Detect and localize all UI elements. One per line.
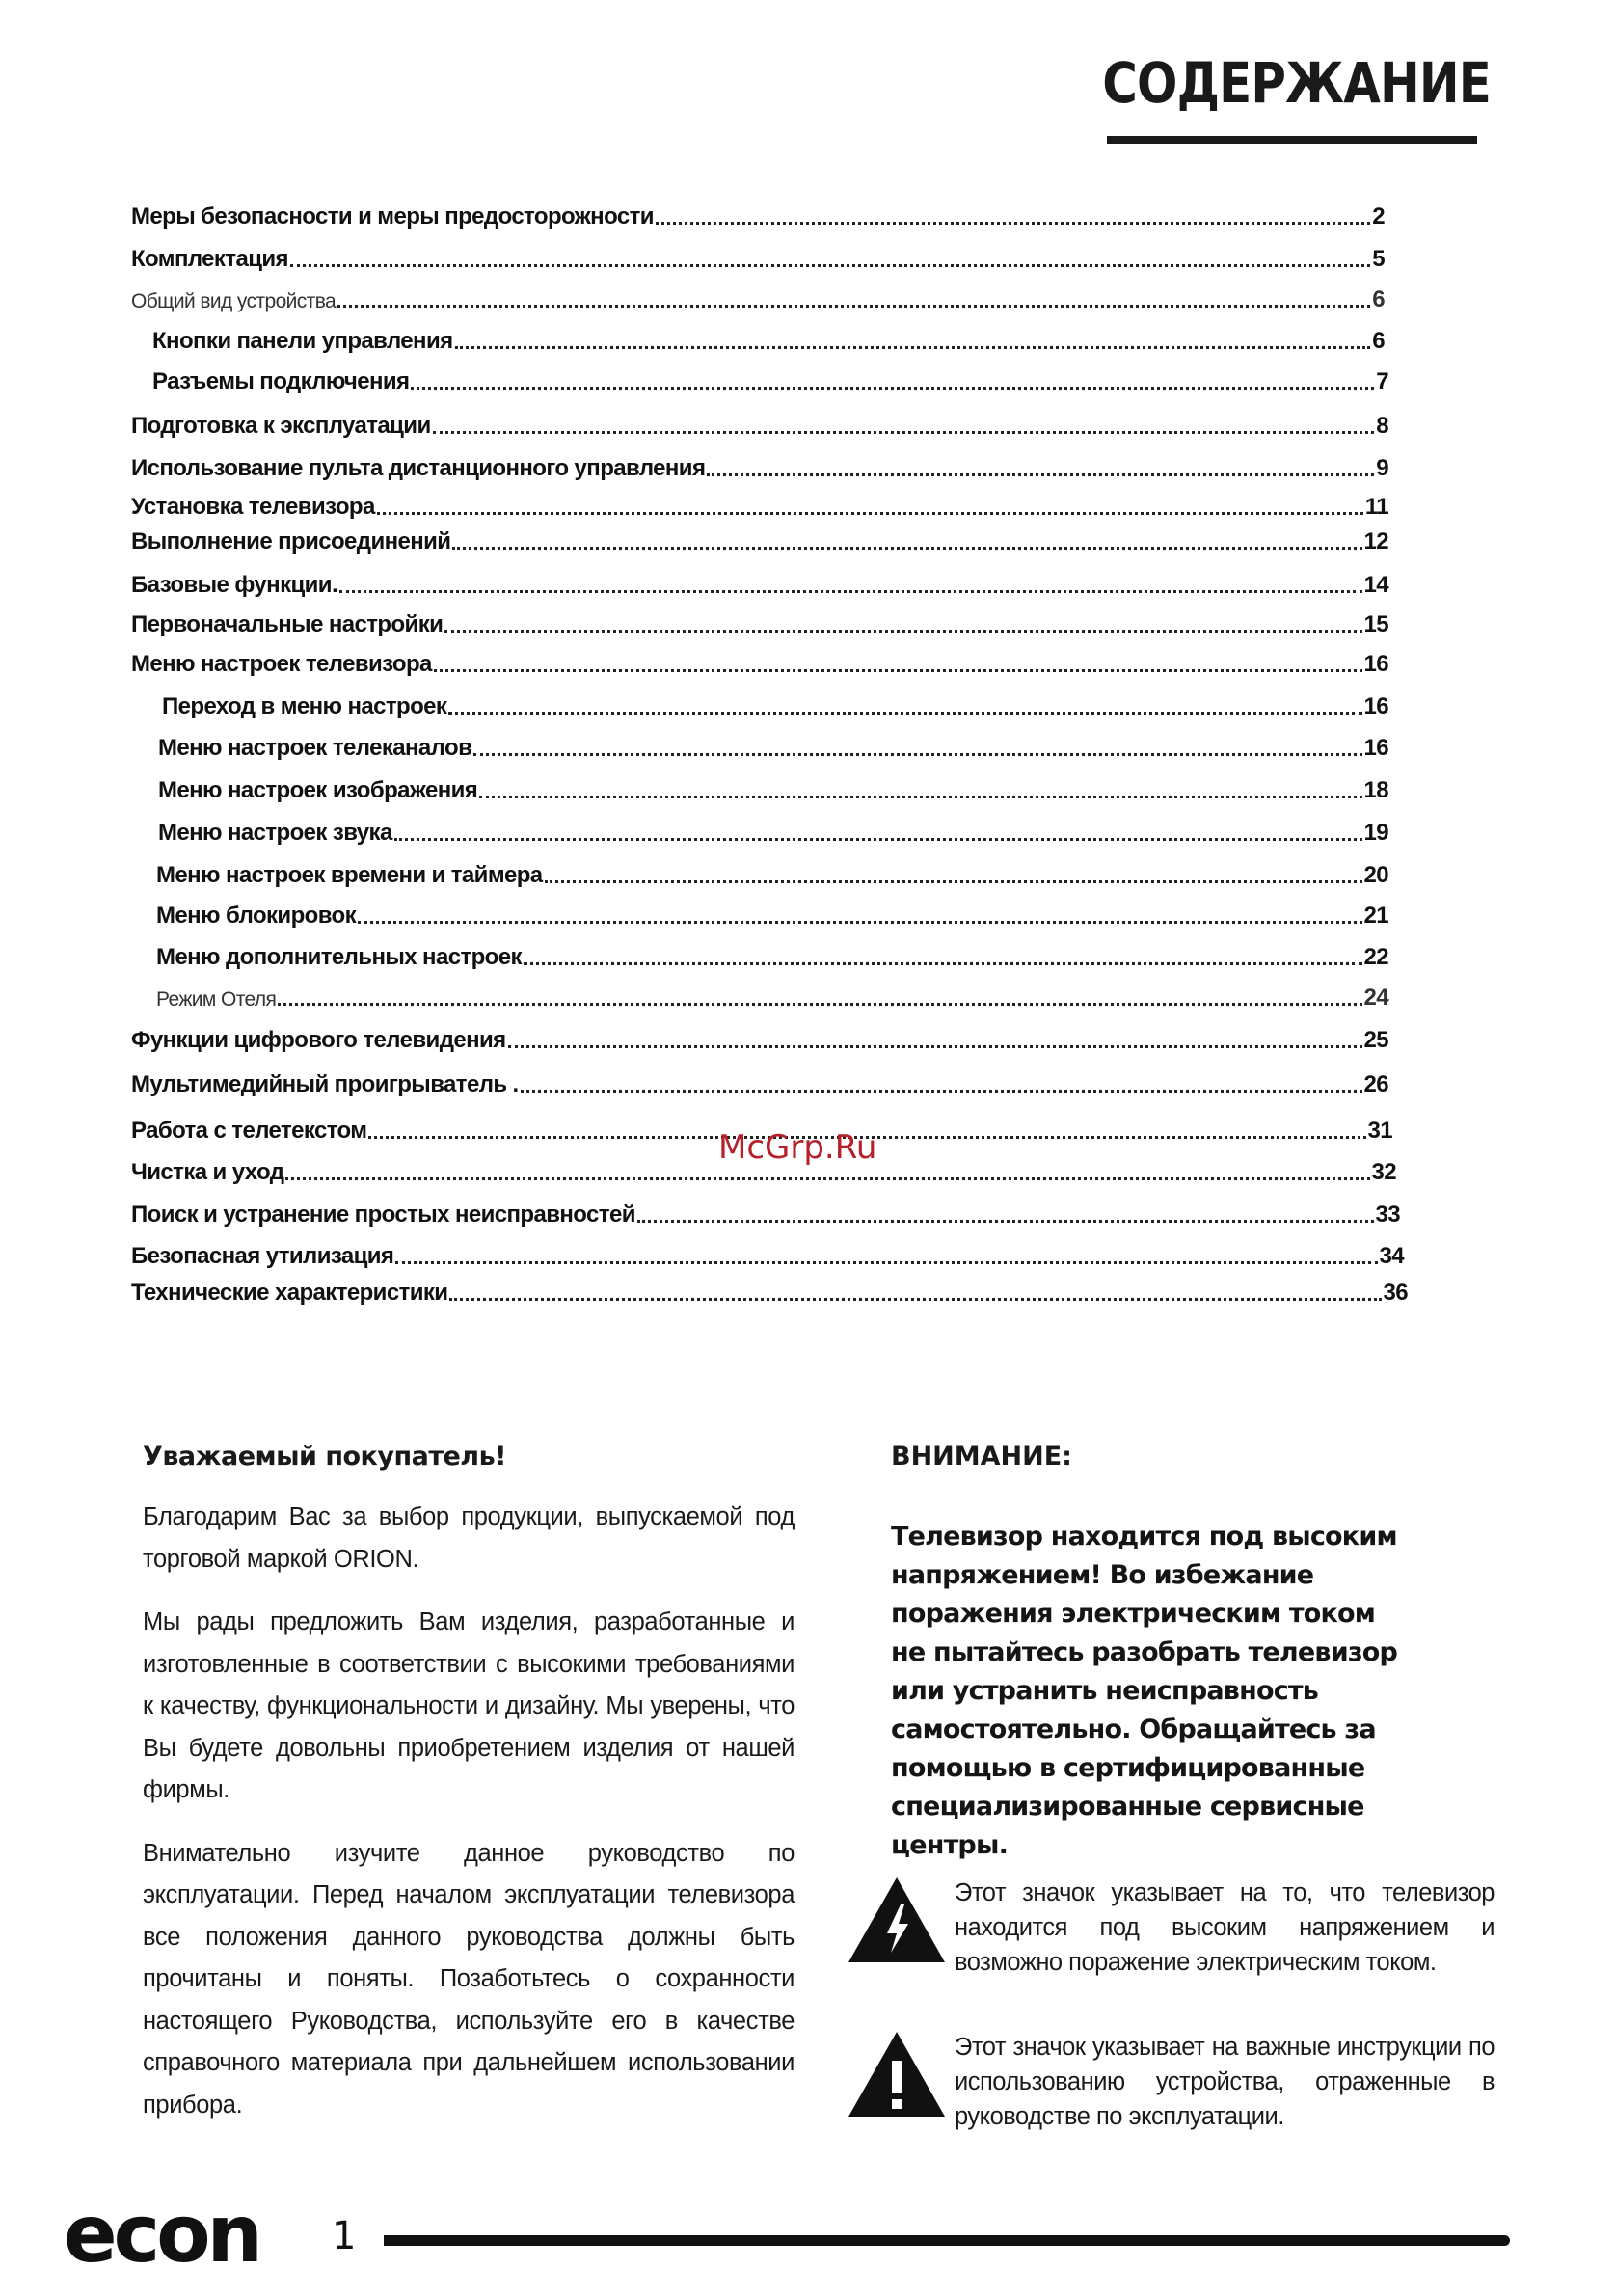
toc-entry (131, 1237, 1404, 1270)
toc-leader-dots (455, 346, 1371, 349)
toc-entry-label: Подготовка к эксплуатации (131, 413, 431, 439)
toc-entry-page: 33 (1375, 1202, 1400, 1228)
toc-entry-page: 16 (1363, 735, 1388, 761)
toc-entry (156, 856, 1388, 889)
toc-entry (162, 688, 1388, 720)
page-number: 1 (332, 2214, 357, 2258)
toc-entry-label: Кнопки панели управления (152, 328, 453, 354)
symbol-description: Этот значок указывает на важные инструкции по использованию устройства, отраженные в руководстве по эксплуатации. (955, 2034, 1495, 2130)
customer-greeting (143, 1442, 795, 2147)
toc-entry-label: Режим Отеля (156, 988, 277, 1011)
toc-entry-page: 24 (1363, 985, 1388, 1011)
toc-entry (131, 240, 1385, 273)
attention-text: Телевизор находится под высоким напряжением! Во избежание поражения электрическим током не пытайтесь разобрать телевизор или устранить неисправность самостоятельно. Обращайтесь за помощью в сертифицированные специализированные сервисные центры. (891, 1522, 1397, 1860)
toc-entry (131, 198, 1385, 230)
high-voltage-warning-icon (839, 1876, 955, 1980)
toc-leader-dots (656, 222, 1370, 225)
toc-leader-dots (448, 712, 1361, 715)
toc-entry (131, 407, 1388, 440)
title-underline (1107, 136, 1477, 144)
toc-leader-dots (449, 1298, 1381, 1301)
toc-entry-page: 19 (1363, 820, 1388, 846)
page-title: СОДЕРЖАНИЕ (1102, 50, 1491, 116)
toc-leader-dots (452, 547, 1361, 550)
symbol-description: Этот значок указывает на то, что телевизор находится под высоким напряжением и возможно поражение электрическим током. (955, 1879, 1495, 1976)
toc-entry-label: Комплектация (131, 246, 288, 272)
toc-entry-label: Работа с телетекстом (131, 1118, 367, 1144)
attention-heading: ВНИМАНИЕ: (891, 1442, 1072, 1472)
footer-rule (384, 2235, 1510, 2246)
toc-leader-dots (637, 1220, 1374, 1223)
toc-entry-page: 32 (1371, 1159, 1396, 1185)
toc-entry-page: 9 (1376, 455, 1388, 481)
toc-leader-dots (707, 473, 1374, 476)
toc-leader-dots (339, 590, 1361, 593)
toc-entry (131, 281, 1385, 313)
toc-entry-label: Технические характеристики (131, 1280, 448, 1306)
toc-entry (131, 566, 1388, 599)
toc-entry-page: 12 (1363, 528, 1388, 554)
toc-entry-page: 16 (1363, 693, 1388, 719)
toc-entry-page: 5 (1372, 246, 1385, 272)
greeting-paragraph: Внимательно изучите данное руководство по эксплуатации. Перед началом эксплуатации телевизора все положения данного руководства должны быть прочитаны и поняты. Позаботьтесь о сохранности настоящего Руководства, используйте его в качестве справочного материала при дальнейшем использовании прибора. (143, 1839, 795, 2119)
toc-entry-label: Меню настроек телеканалов (158, 735, 472, 761)
toc-entry-page: 15 (1363, 611, 1388, 637)
toc-entry (131, 449, 1388, 482)
toc-entry-page: 21 (1363, 903, 1388, 929)
toc-entry-page: 14 (1363, 572, 1388, 598)
toc-entry-label: Меню блокировок (156, 903, 357, 929)
toc-entry-page: 20 (1363, 862, 1388, 888)
toc-leader-dots (395, 1261, 1377, 1264)
toc-leader-dots (411, 387, 1374, 390)
toc-entry-label: Общий вид устройства (131, 290, 337, 312)
toc-entry (158, 814, 1388, 847)
toc-entry (156, 897, 1388, 930)
toc-entry-page: 25 (1363, 1027, 1388, 1053)
toc-entry-page: 11 (1364, 494, 1388, 520)
toc-leader-dots (433, 431, 1375, 434)
toc-entry-page: 6 (1372, 286, 1385, 312)
toc-leader-dots (285, 1177, 1369, 1180)
toc-leader-dots (278, 1003, 1361, 1006)
toc-entry-label: Функции цифрового телевидения (131, 1027, 506, 1053)
toc-entry (158, 729, 1388, 762)
toc-entry (158, 771, 1388, 804)
toc-leader-dots (479, 796, 1361, 798)
toc-entry-page: 31 (1367, 1118, 1392, 1144)
toc-entry-label: Установка телевизора (131, 494, 375, 520)
toc-entry-label: Меню настроек времени и таймера (156, 862, 543, 888)
toc-entry-label: Поиск и устранение простых неисправностей (131, 1202, 635, 1228)
symbol-explanation (839, 2030, 1495, 2134)
caution-exclamation-icon (839, 2030, 955, 2134)
toc-leader-dots (290, 264, 1370, 267)
toc-entry-label: Переход в меню настроек (162, 693, 447, 719)
toc-entry (131, 1021, 1388, 1054)
toc-entry-page: 6 (1372, 328, 1385, 354)
toc-entry-page: 18 (1363, 777, 1388, 803)
toc-leader-dots (358, 921, 1361, 924)
toc-entry-label: Меню дополнительных настроек (156, 944, 522, 970)
toc-entry-page: 8 (1376, 413, 1388, 439)
toc-entry (131, 606, 1388, 638)
toc-entry (152, 363, 1388, 395)
toc-leader-dots (524, 962, 1362, 965)
toc-entry (156, 979, 1388, 1012)
toc-entry-label: Базовые функции. (131, 572, 338, 598)
toc-entry (131, 645, 1388, 678)
symbol-explanation (839, 1876, 1495, 1980)
toc-leader-dots (521, 1090, 1362, 1093)
toc-entry-label: Использование пульта дистанционного управления (131, 455, 706, 481)
toc-leader-dots (508, 1045, 1362, 1048)
toc-entry (131, 1274, 1408, 1307)
toc-entry-label: Выполнение присоединений (131, 528, 451, 554)
toc-entry (131, 523, 1388, 555)
toc-entry-label: Меню настроек звука (158, 820, 392, 846)
toc-leader-dots (394, 838, 1362, 841)
toc-entry-label: Меню настроек изображения (158, 777, 478, 803)
toc-leader-dots (377, 512, 1363, 515)
toc-entry-page: 22 (1363, 944, 1388, 970)
toc-entry-page: 26 (1363, 1071, 1388, 1097)
greeting-heading: Уважаемый покупатель! (143, 1442, 506, 1472)
toc-leader-dots (434, 669, 1362, 672)
watermark: McGrp.Ru (718, 1128, 877, 1167)
toc-entry-page: 34 (1379, 1243, 1404, 1269)
brand-logo: econ (64, 2189, 259, 2281)
toc-entry-label: Меры безопасности и меры предосторожности (131, 203, 654, 230)
attention-block (891, 1442, 1431, 1865)
toc-entry-label: Мультимедийный проигрыватель . (131, 1071, 519, 1097)
toc-entry-page: 2 (1372, 203, 1385, 230)
toc-entry (131, 1196, 1400, 1229)
toc-entry-page: 36 (1383, 1280, 1408, 1306)
toc-entry-label: Первоначальные настройки (131, 611, 444, 637)
toc-entry (152, 322, 1385, 355)
toc-entry-page: 16 (1363, 651, 1388, 677)
toc-leader-dots (545, 880, 1362, 883)
toc-entry-page: 7 (1376, 368, 1388, 394)
toc-entry (156, 938, 1388, 971)
toc-leader-dots (444, 630, 1361, 633)
toc-leader-dots (337, 305, 1370, 308)
greeting-paragraph: Мы рады предложить Вам изделия, разработанные и изготовленные в соответствии с высокими требованиями к качеству, функциональности и дизайну. Мы уверены, что Вы будете довольны приобретением изделия от нашей фирмы. (143, 1608, 795, 1803)
greeting-paragraph: Благодарим Вас за выбор продукции, выпускаемой под торговой маркой ORION. (143, 1503, 795, 1573)
toc-entry-label: Меню настроек телевизора (131, 651, 432, 677)
toc-entry (131, 1066, 1388, 1098)
toc-entry-label: Безопасная утилизация (131, 1243, 394, 1269)
toc-leader-dots (473, 753, 1361, 756)
toc-entry (131, 488, 1388, 521)
toc-entry-label: Чистка и уход (131, 1159, 284, 1185)
toc-entry-label: Разъемы подключения (152, 368, 410, 394)
